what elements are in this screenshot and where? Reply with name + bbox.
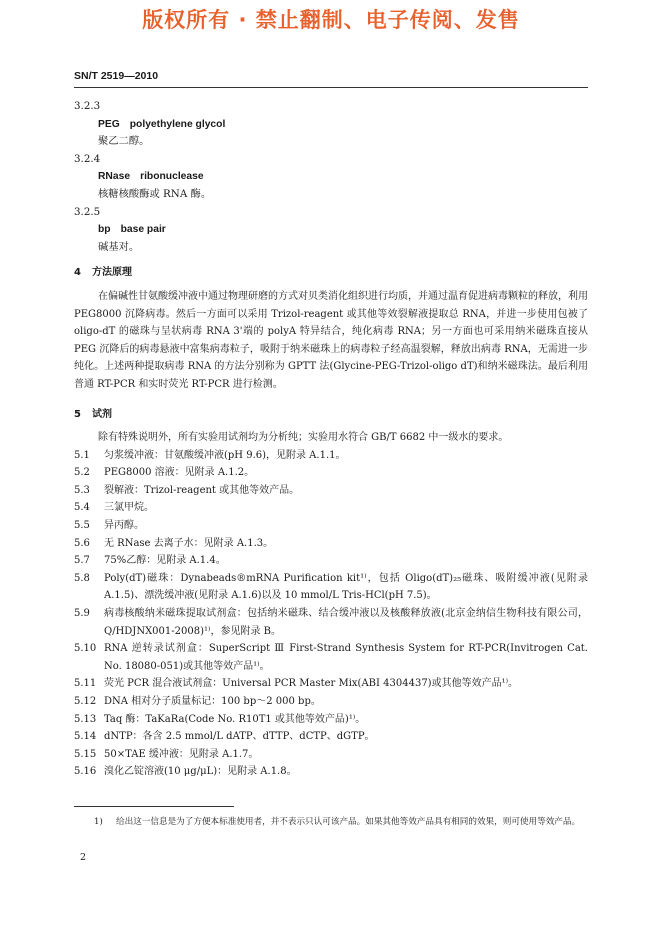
- reagent-item: [74, 763, 588, 781]
- reagent-item: [74, 517, 588, 535]
- reagent-item: [74, 693, 588, 711]
- term-entry: [74, 98, 588, 151]
- header-rule: [74, 87, 588, 88]
- term-entry: [74, 204, 588, 257]
- reagent-text: dNTP：各含 2.5 mmol/L dATP、dTTP、dCTP、dGTP。: [104, 731, 375, 743]
- reagent-text: 无 RNase 去离子水：见附录 A.1.3。: [104, 537, 274, 549]
- term-definition: 聚乙二醇。: [98, 135, 150, 148]
- reagent-item: [74, 640, 588, 675]
- reagent-item: [74, 570, 588, 605]
- reagent-number: 5.6: [74, 537, 90, 549]
- reagent-item: [74, 535, 588, 553]
- reagent-item: [74, 728, 588, 746]
- reagent-number: 5.15: [74, 748, 97, 760]
- term-entry: [74, 151, 588, 204]
- footnote-text: 给出这一信息是为了方便本标准使用者，并不表示只认可该产品。如果其他等效产品具有相同的效果，则可使用等效产品。: [116, 817, 581, 827]
- clause-number: 3.2.3: [74, 100, 101, 112]
- term-abbr: RNase: [98, 171, 131, 183]
- page-number: 2: [80, 852, 87, 863]
- reagent-text: RNA 逆转录试剂盒：SuperScript Ⅲ First-Strand Synthesis System for RT-PCR(Invitrogen Cat. No. 18080-051)或其他等效产品¹⁾。: [104, 643, 588, 672]
- method-principle-paragraph: 在偏碱性甘氨酸缓冲液中通过物理研磨的方式对贝类消化组织进行均质，并通过温育促进病毒颗粒的释放，利用 PEG8000 沉降病毒。然后一方面可以采用 Trizol-reagent 或其他等效裂解液提取总 RNA，并进一步使用包被了 oligo-dT 的磁珠与呈状病毒 RNA 3'端的 polyA 特异结合，纯化病毒 RNA；另一方面也可采用纳米磁珠直接从 PEG 沉降后的病毒悬液中富集病毒粒子，吸附于纳米磁珠上的病毒粒子经高温裂解，释放出病毒 RNA，无需进一步纯化。上述两种提取病毒 RNA 的方法分别称为 GPTT 法(Glycine-PEG-Trizol-oligo dT)和纳米磁珠法。最后利用普通 RT-PCR 和实时荧光 RT-PCR 进行检测。: [74, 290, 588, 390]
- term-abbr: PEG: [98, 118, 120, 130]
- reagent-item: [74, 482, 588, 500]
- reagent-number: 5.7: [74, 555, 90, 567]
- term-line: [74, 116, 588, 134]
- reagent-number: 5.4: [74, 502, 90, 514]
- reagent-text: 50×TAE 缓冲液：见附录 A.1.7。: [104, 748, 259, 760]
- reagent-text: Taq 酶：TaKaRa(Code No. R10T1 或其他等效产品)¹⁾。: [104, 713, 366, 725]
- reagent-number: 5.2: [74, 467, 90, 479]
- reagent-number: 5.11: [74, 678, 97, 690]
- reagent-item: [74, 552, 588, 570]
- reagent-number: 5.1: [74, 449, 90, 461]
- term-abbr: bp: [98, 224, 111, 236]
- section-number: 4: [74, 267, 81, 279]
- term-line: [74, 168, 588, 186]
- term-definition: 核糖核酸酶或 RNA 酶。: [98, 187, 212, 200]
- footnote-mark: 1): [94, 817, 103, 827]
- reagent-number: 5.12: [74, 696, 97, 707]
- reagent-item: [74, 499, 588, 517]
- reagent-item: [74, 464, 588, 482]
- clause-number: 3.2.4: [74, 152, 101, 165]
- reagent-number: 5.9: [74, 608, 90, 620]
- term-line: [74, 221, 588, 239]
- section-heading: [74, 264, 588, 282]
- section-heading: [74, 406, 588, 424]
- section-title: 试剂: [92, 408, 112, 420]
- reagent-text: DNA 相对分子质量标记：100 bp～2 000 bp。: [104, 696, 321, 707]
- footnote-rule: [74, 806, 234, 807]
- reagent-number: 5.16: [74, 766, 97, 778]
- reagent-text: Poly(dT)磁珠：Dynabeads®mRNA Purification kit¹⁾，包括 Oligo(dT)₂₅磁珠、吸附缓冲液(见附录 A.1.5)、漂洗缓冲液(见附录 A.1.6)以及 10 mmol/L Tris-HCl(pH 7.5)。: [104, 572, 588, 602]
- reagent-text: 异丙醇。: [104, 520, 144, 532]
- term-definition: 碱基对。: [98, 240, 140, 253]
- reagent-item: [74, 447, 588, 465]
- clause-number: 3.2.5: [74, 205, 101, 218]
- document-body: [74, 98, 588, 781]
- reagent-text: 匀浆缓冲液：甘氨酸缓冲液(pH 9.6)，见附录 A.1.1。: [104, 449, 346, 461]
- term-full: base pair: [120, 224, 166, 236]
- reagent-number: 5.5: [74, 520, 90, 532]
- reagent-item: [74, 605, 588, 640]
- reagent-text: 三氯甲烷。: [104, 502, 154, 514]
- term-full: ribonuclease: [140, 171, 204, 183]
- section-number: 5: [74, 408, 81, 420]
- footnote: [94, 815, 588, 830]
- section-title: 方法原理: [92, 267, 132, 279]
- reagent-text: 溴化乙锭溶液(10 μg/μL)：见附录 A.1.8。: [104, 766, 297, 778]
- reagent-text: 病毒核酸纳米磁珠提取试剂盒：包括纳米磁珠、结合缓冲液以及核酸释放液(北京金纳信生物科技有限公司，Q/HDJNX001-2008)¹⁾，参见附录 B。: [104, 608, 588, 637]
- reagent-item: [74, 675, 588, 693]
- reagent-item: [74, 746, 588, 764]
- reagent-text: 75%乙醇：见附录 A.1.4。: [104, 555, 226, 567]
- reagent-number: 5.8: [74, 572, 90, 584]
- reagents-intro: 除有特殊说明外，所有实验用试剂均为分析纯；实验用水符合 GB/T 6682 中一级水的要求。: [98, 432, 509, 444]
- reagent-number: 5.3: [74, 484, 90, 496]
- reagent-text: 荧光 PCR 混合液试剂盒：Universal PCR Master Mix(ABI 4304437)或其他等效产品¹⁾。: [104, 678, 519, 690]
- term-full: polyethylene glycol: [129, 118, 226, 130]
- reagent-text: 裂解液：Trizol-reagent 或其他等效产品。: [104, 484, 300, 496]
- reagent-number: 5.14: [74, 731, 97, 743]
- reagent-number: 5.10: [74, 643, 97, 655]
- reagent-list: [74, 447, 588, 781]
- reagent-item: [74, 711, 588, 729]
- standard-number: SN/T 2519—2010: [74, 70, 159, 82]
- copyright-banner: 版权所有 · 禁止翻制、电子传阅、发售: [142, 8, 520, 32]
- reagent-text: PEG8000 溶液：见附录 A.1.2。: [104, 467, 255, 479]
- reagent-number: 5.13: [74, 713, 97, 725]
